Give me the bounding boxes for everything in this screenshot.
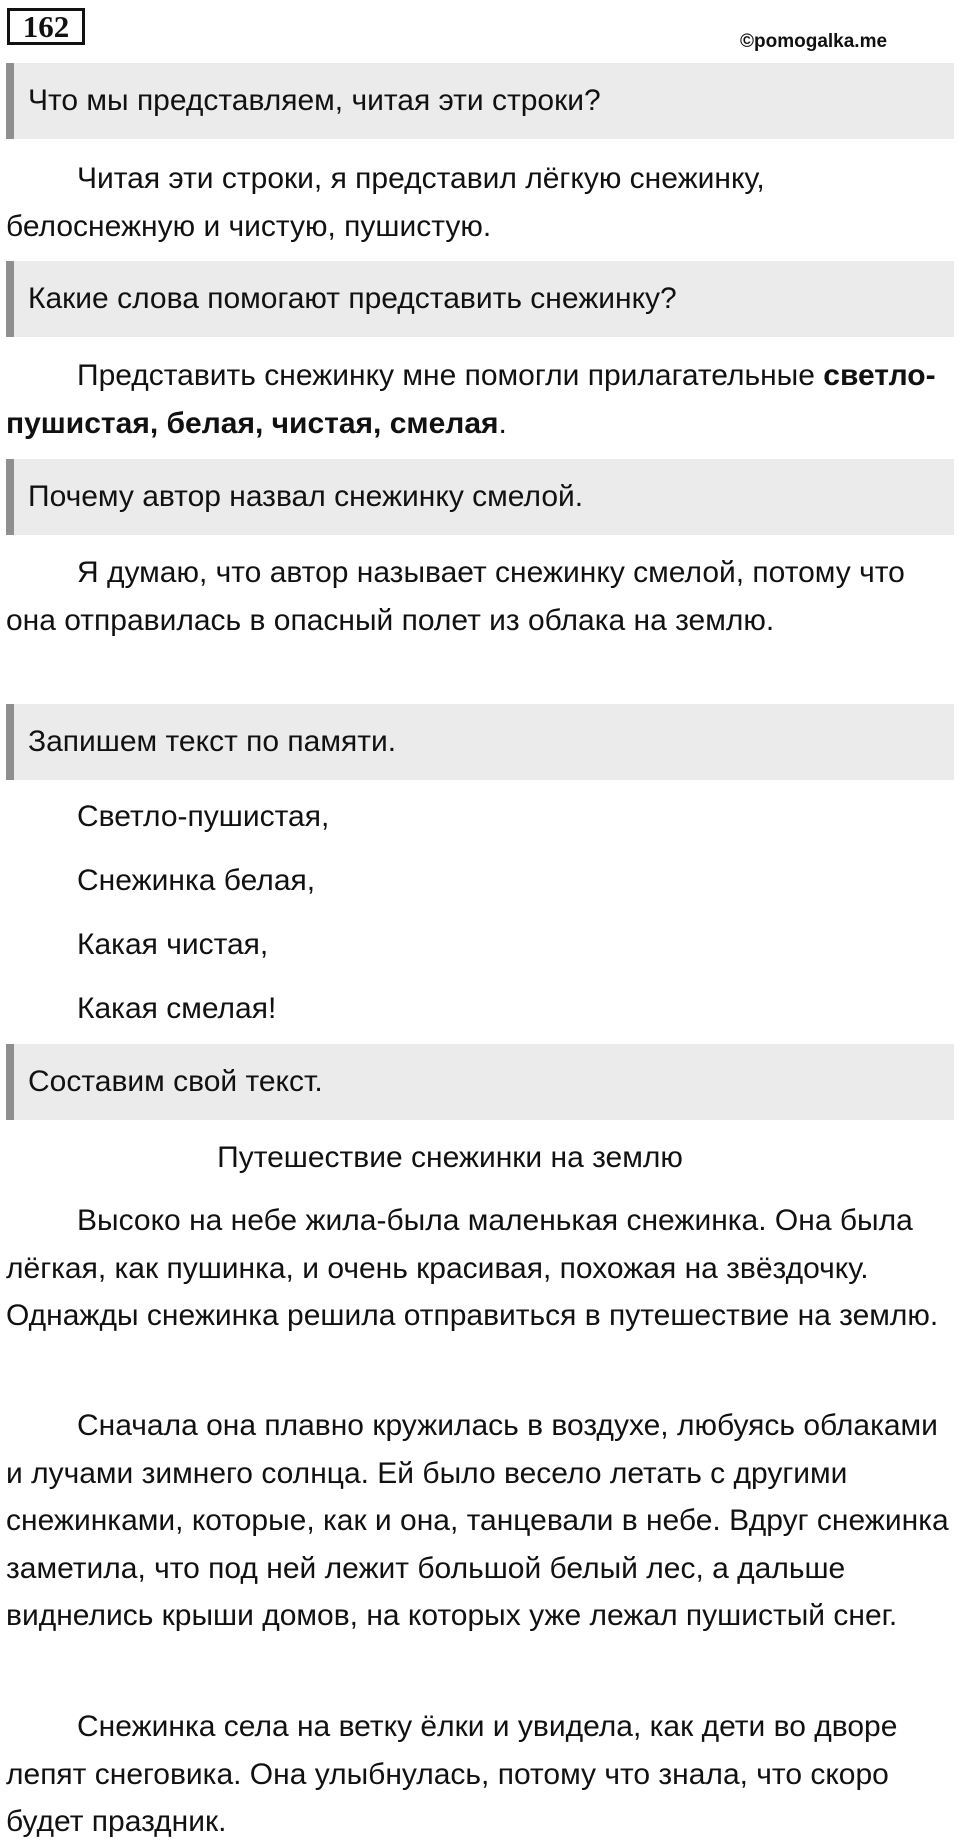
answer-3: Я думаю, что автор называет снежинку смелой, потому что она отправилась в опасный полет из облака на землю. [6, 556, 905, 637]
poem-line: Светло-пушистая, [77, 800, 330, 833]
question-5: Составим свой текст. [6, 1044, 954, 1120]
poem-line: Какая чистая, [77, 928, 269, 961]
answer-1: Читая эти строки, я представил лёгкую снежинку, белоснежную и чистую, пушистую. [6, 162, 765, 243]
poem-line: Какая смелая! [77, 992, 277, 1025]
story-title: Путешествие снежинки на землю [217, 1141, 683, 1174]
question-3: Почему автор назвал снежинку смелой. [6, 459, 954, 535]
poem-line: Снежинка белая, [77, 864, 316, 897]
question-2: Какие слова помогают представить снежинку? [6, 261, 954, 337]
answer-2-text: Представить снежинку мне помогли прилагательные [77, 359, 824, 392]
story-paragraph: Снежинка села на ветку ёлки и увидела, как дети во дворе лепят снеговика. Она улыбнулась, потому что знала, что скоро будет праздник. [6, 1710, 898, 1838]
answer-2-bold: светло-пушистая, белая, чистая, смелая [6, 359, 936, 440]
question-4: Запишем текст по памяти. [6, 704, 954, 780]
story-paragraph: Сначала она плавно кружилась в воздухе, любуясь облаками и лучами зимнего солнца. Ей было весело летать с другими снежинками, которые, как и она, танцевали в небе. Вдруг снежинка заметила, что под ней лежит большой белый лес, а дальше виднелись крыши домов, на которых уже лежал пушистый снег. [6, 1409, 949, 1632]
answer-2-end: . [498, 406, 507, 440]
story-paragraph: Высоко на небе жила-была маленькая снежинка. Она была лёгкая, как пушинка, и очень красивая, похожая на звёздочку. Однажды снежинка решила отправиться в путешествие на землю. [6, 1204, 939, 1332]
task-number: 162 [7, 8, 85, 45]
answer-2 [6, 352, 950, 447]
question-1: Что мы представляем, читая эти строки? [6, 63, 954, 139]
site-watermark: ©pomogalka.me [740, 31, 888, 52]
